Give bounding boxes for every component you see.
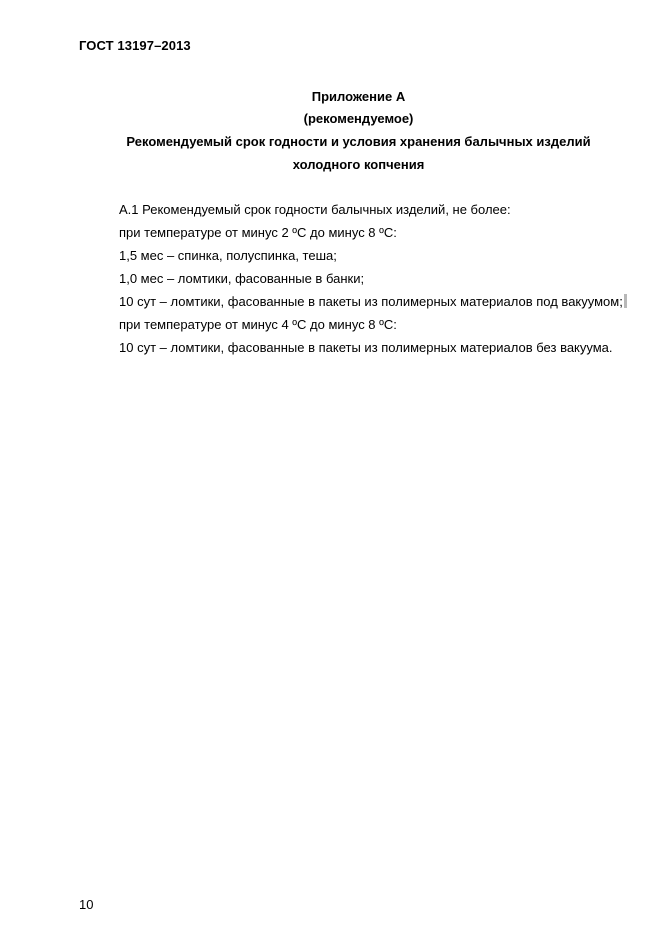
annex-status: (рекомендуемое) [303,111,414,126]
annex-heading-line-1: Рекомендуемый срок годности и условия хранения балычных изделий [126,134,591,149]
shelf-life-item-4: 10 сут – ломтики, фасованные в пакеты из полимерных материалов без вакуума. [119,340,613,355]
clause-a1-intro: А.1 Рекомендуемый срок годности балычных изделий, не более: [119,202,511,217]
temperature-condition-2: при температуре от минус 4 ºС до минус 8 ºС: [119,317,397,332]
shelf-life-item-1: 1,5 мес – спинка, полуспинка, теша; [119,248,337,263]
temperature-condition-1: при температуре от минус 2 ºС до минус 8 ºС: [119,225,397,240]
shelf-life-item-2: 1,0 мес – ломтики, фасованные в банки; [119,271,365,286]
page-number: 10 [79,897,94,912]
text-cursor-mark [624,294,627,308]
shelf-life-item-3 [119,294,627,309]
standard-designation: ГОСТ 13197–2013 [79,38,191,53]
shelf-life-item-3-text: 10 сут – ломтики, фасованные в пакеты из полимерных материалов под вакуумом; [119,294,623,309]
annex-heading-line-2: холодного копчения [292,157,425,172]
annex-title: Приложение А [311,89,406,104]
